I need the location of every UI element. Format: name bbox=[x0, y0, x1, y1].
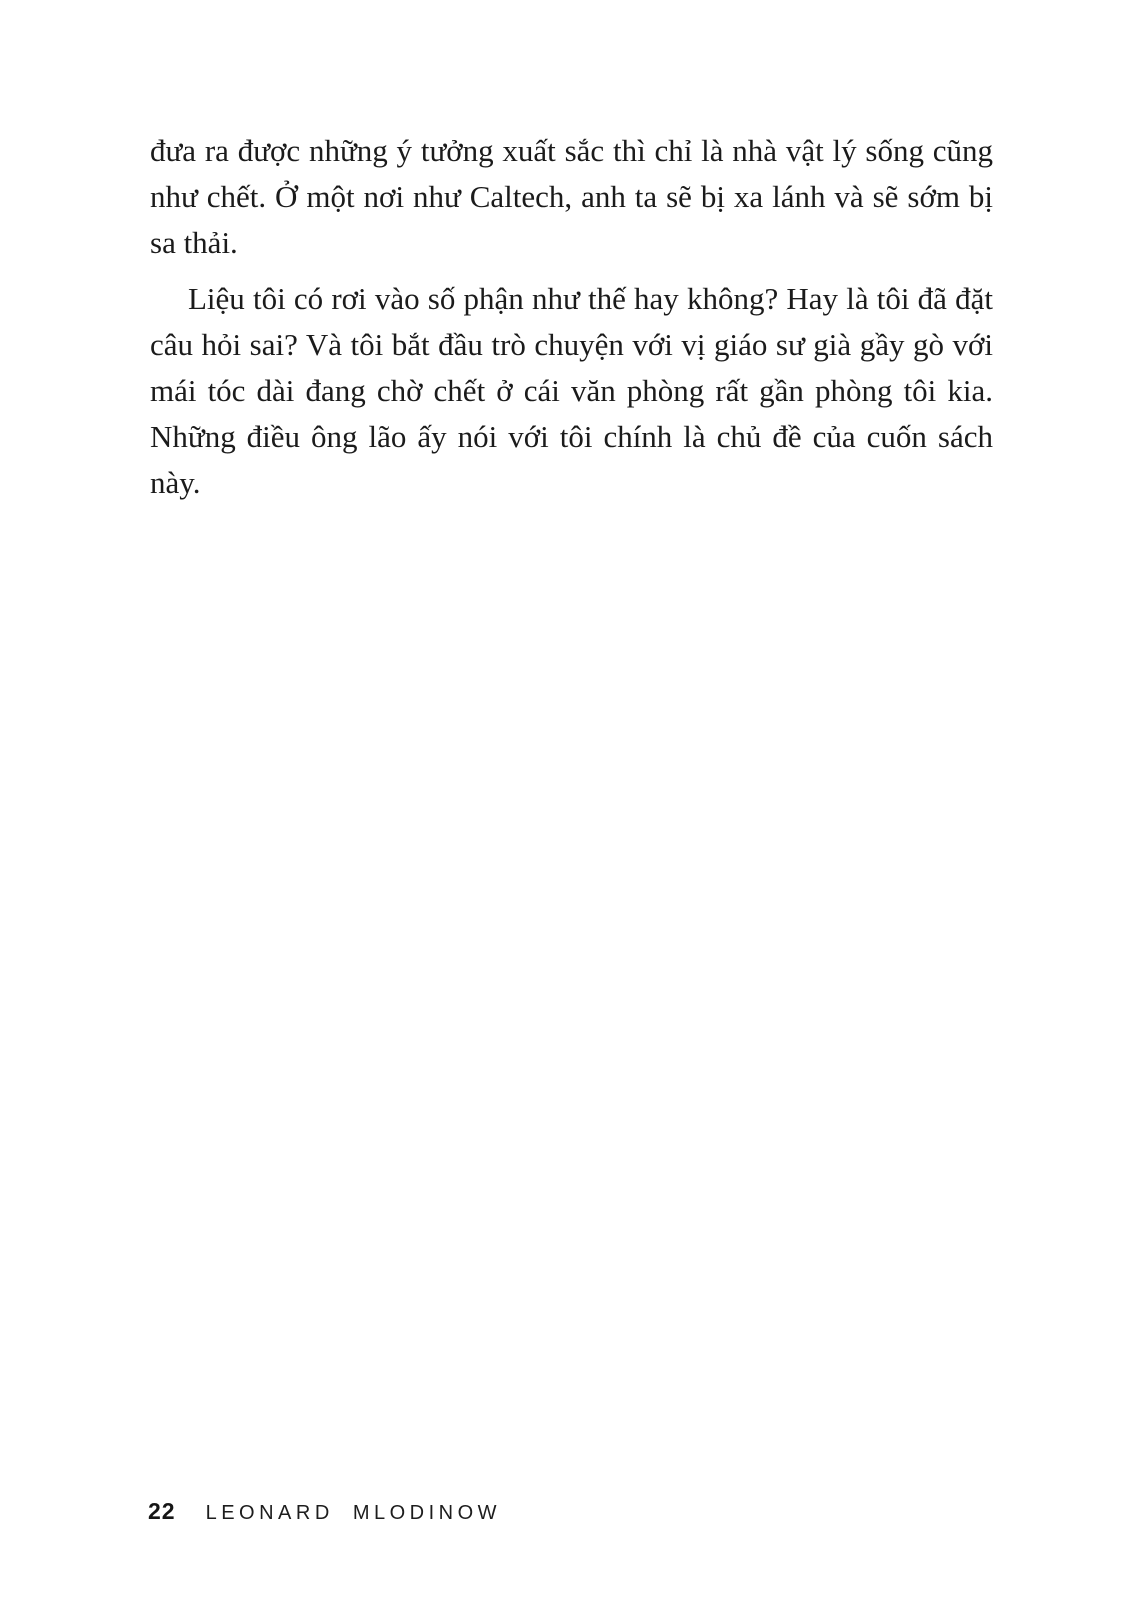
body-text-block bbox=[150, 128, 993, 506]
author-running-footer: LEONARD MLODINOW bbox=[205, 1502, 502, 1524]
body-paragraph: Liệu tôi có rơi vào số phận như thế hay không? Hay là tôi đã đặt câu hỏi sai? Và tôi bắt đầu trò chuyện với vị giáo sư già gầy gò với mái tóc dài đang chờ chết ở cái văn phòng rất gần phòng tôi kia. Những điều ông lão ấy nói với tôi chính là chủ đề của cuốn sách này. bbox=[150, 281, 993, 500]
page-footer bbox=[148, 1498, 501, 1525]
page-number: 22 bbox=[148, 1498, 176, 1524]
body-paragraph: đưa ra được những ý tưởng xuất sắc thì chỉ là nhà vật lý sống cũng như chết. Ở một nơi như Caltech, anh ta sẽ bị xa lánh và sẽ sớm bị sa thải. bbox=[150, 133, 993, 260]
